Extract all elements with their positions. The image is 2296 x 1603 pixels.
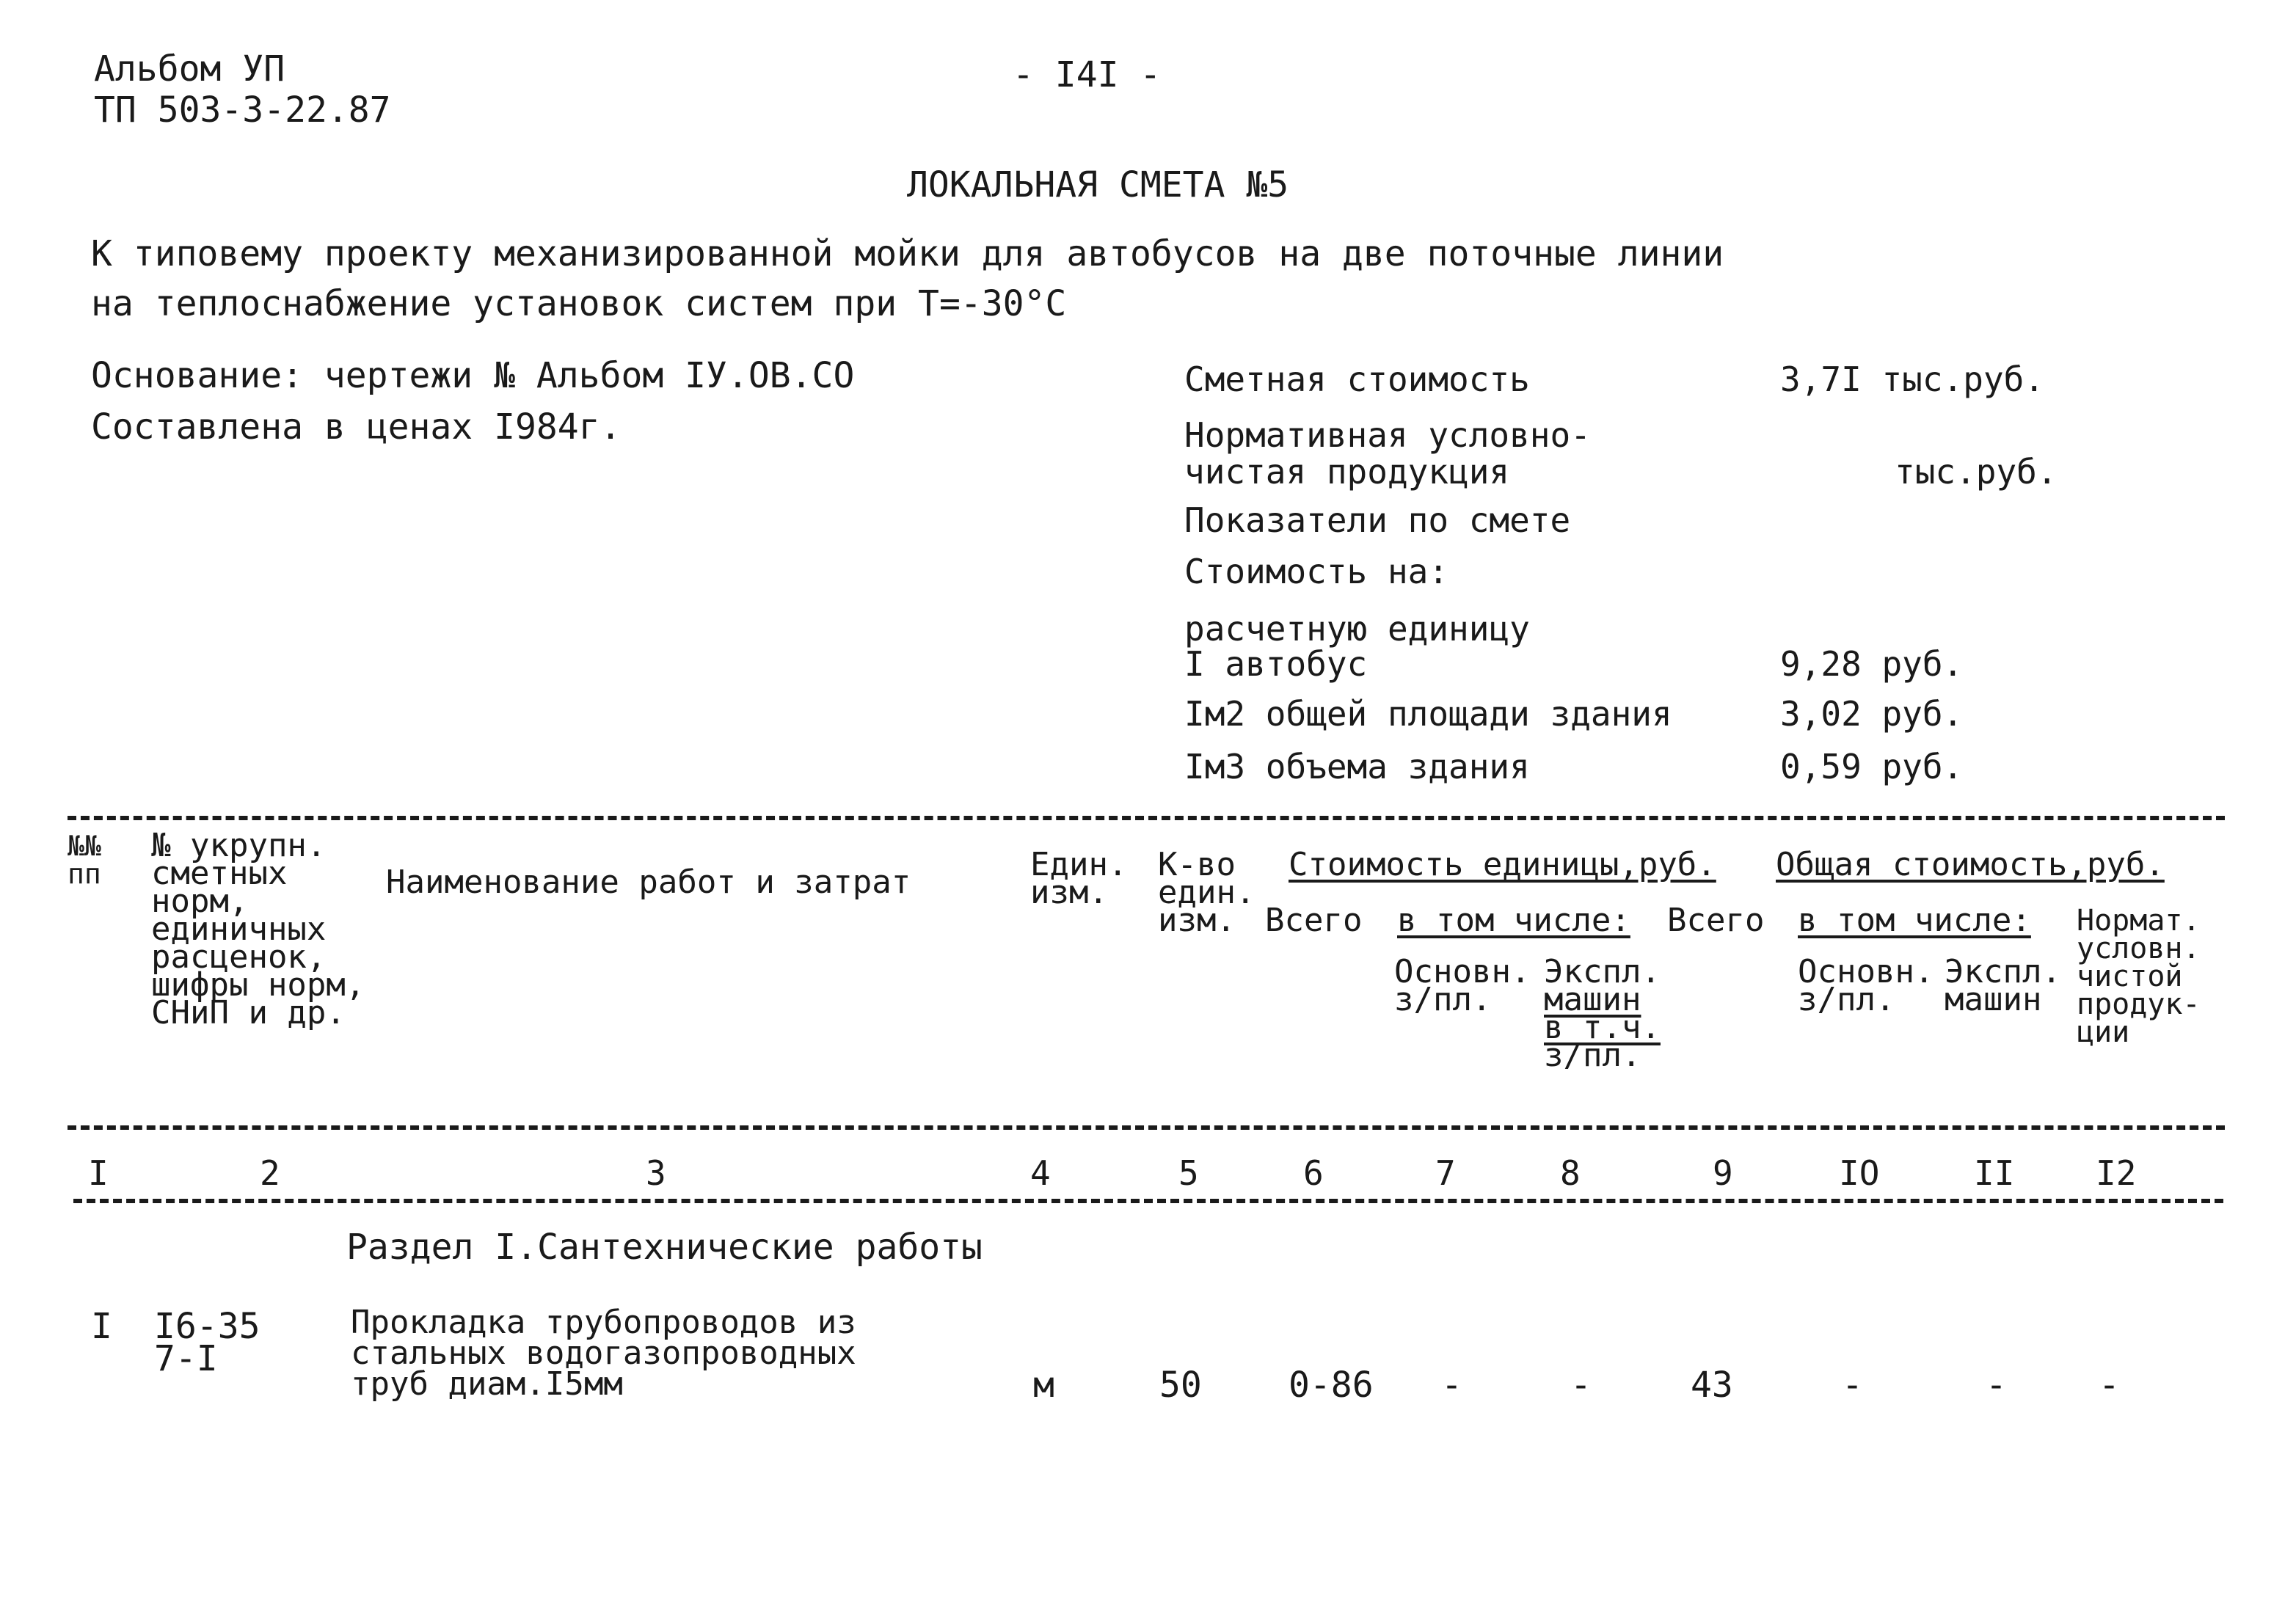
row-name-1: Прокладка трубопроводов из xyxy=(351,1304,856,1341)
column-number-11: II xyxy=(1974,1153,2015,1193)
normative-label-1: Нормативная условно- xyxy=(1184,415,1591,455)
header-normative-product: Нормат. условн. чистой продук- ции xyxy=(2077,904,2201,1049)
column-number-2: 2 xyxy=(260,1153,280,1193)
row-number: I xyxy=(91,1306,112,1347)
subtitle-line-2: на теплоснабжение установок систем при Т=-30°С xyxy=(91,283,1067,324)
project-code: ТП 503-3-22.87 xyxy=(94,90,391,131)
row-total-machine: - xyxy=(1986,1365,2007,1406)
column-numbers-divider xyxy=(73,1199,2223,1203)
header-work-name: Наименование работ и затрат xyxy=(386,863,911,901)
header-total-cost-title: Общая стоимость,руб. xyxy=(1776,846,2165,883)
header-unit-cost-title: Стоимость единицы,руб. xyxy=(1289,846,1716,883)
table-header-divider xyxy=(68,1125,2225,1130)
header-unit-machine-4: з/пл. xyxy=(1544,1037,1641,1074)
row-total: 43 xyxy=(1691,1365,1733,1406)
header-unit: Един. изм. xyxy=(1030,846,1128,911)
volume-label: Iм3 объема здания xyxy=(1184,747,1530,786)
row-quantity: 50 xyxy=(1159,1365,1202,1406)
column-number-4: 4 xyxy=(1030,1153,1051,1193)
table-top-divider xyxy=(68,816,2225,820)
column-number-8: 8 xyxy=(1560,1153,1581,1193)
album-label: Альбом УП xyxy=(94,48,285,90)
row-unit: м xyxy=(1033,1365,1054,1406)
row-unit-basic: - xyxy=(1441,1365,1462,1406)
header-norm-code: № укрупн. сметных норм, единичных расценок, шифры норм, СНиП и др. xyxy=(151,827,365,1031)
subtitle-line-1: К типовему проекту механизированной мойки для автобусов на две поточные линии xyxy=(91,233,1724,274)
normative-value: тыс.руб. xyxy=(1895,452,2058,492)
column-number-1: I xyxy=(88,1153,109,1193)
section-title: Раздел I.Сантехнические работы xyxy=(346,1227,983,1268)
row-total-basic: - xyxy=(1842,1365,1863,1406)
column-number-6: 6 xyxy=(1303,1153,1324,1193)
header-unit-machine-1: Экспл. xyxy=(1544,953,1661,990)
header-unit-machine-2: машин xyxy=(1544,981,1641,1018)
column-number-12: I2 xyxy=(2096,1153,2137,1193)
header-number: №№ пп xyxy=(68,830,101,890)
column-number-5: 5 xyxy=(1178,1153,1199,1193)
basis-drawings: Основание: чертежи № Альбом IУ.ОВ.СО xyxy=(91,355,855,396)
unit-label-2: I автобус xyxy=(1184,644,1368,684)
row-name-3: труб диам.I5мм xyxy=(351,1365,623,1403)
column-number-10: IO xyxy=(1839,1153,1880,1193)
header-total-machine: Экспл. машин xyxy=(1945,953,2061,1018)
row-unit-machine: - xyxy=(1570,1365,1592,1406)
page-number: - I4I - xyxy=(1013,54,1162,95)
column-number-3: 3 xyxy=(646,1153,666,1193)
header-total-including: в том числе: xyxy=(1798,902,2031,939)
header-unit-including: в том числе: xyxy=(1397,902,1630,939)
header-unit-basic-wage: Основн. з/пл. xyxy=(1394,953,1531,1018)
unit-value: 9,28 руб. xyxy=(1780,644,1964,684)
normative-label-2: чистая продукция xyxy=(1184,452,1510,492)
estimated-cost-value: 3,7I тыс.руб. xyxy=(1780,359,2045,399)
header-total-total: Всего xyxy=(1667,902,1765,939)
volume-value: 0,59 руб. xyxy=(1780,747,1964,786)
cost-per-label: Стоимость на: xyxy=(1184,552,1449,591)
row-name-2: стальных водогазопроводных xyxy=(351,1334,856,1372)
document-title: ЛОКАЛЬНАЯ СМЕТА №5 xyxy=(907,164,1289,205)
header-unit-machine-3: в т.ч. xyxy=(1544,1009,1661,1046)
column-number-9: 9 xyxy=(1713,1153,1733,1193)
unit-label-1: расчетную единицу xyxy=(1184,609,1530,649)
area-label: Iм2 общей площади здания xyxy=(1184,694,1672,734)
header-total-basic-wage: Основн. з/пл. xyxy=(1798,953,1934,1018)
row-normative: - xyxy=(2099,1365,2120,1406)
row-norm-code-2: 7-I xyxy=(154,1338,218,1379)
indicators-label: Показатели по смете xyxy=(1184,500,1571,540)
column-number-7: 7 xyxy=(1435,1153,1456,1193)
area-value: 3,02 руб. xyxy=(1780,694,1964,734)
basis-prices: Составлена в ценах I984г. xyxy=(91,406,622,448)
row-norm-code-1: I6-35 xyxy=(154,1306,260,1347)
header-quantity: К-во един. изм. xyxy=(1158,846,1255,939)
row-unit-total: 0-86 xyxy=(1289,1365,1374,1406)
header-unit-total: Всего xyxy=(1265,902,1363,939)
estimated-cost-label: Сметная стоимость xyxy=(1184,359,1530,399)
